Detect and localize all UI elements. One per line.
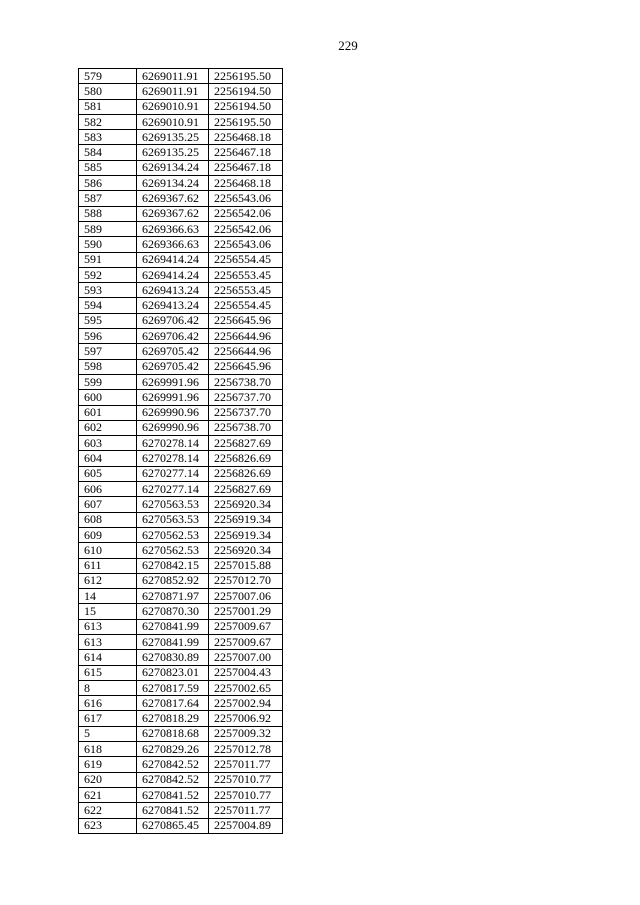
point-number-cell: 597: [79, 344, 137, 359]
y-coordinate-cell: 2256543.06: [209, 191, 283, 206]
point-number-cell: 613: [79, 619, 137, 634]
point-number-cell: 611: [79, 558, 137, 573]
y-coordinate-cell: 2256195.50: [209, 114, 283, 129]
y-coordinate-cell: 2256468.18: [209, 130, 283, 145]
y-coordinate-cell: 2256738.70: [209, 420, 283, 435]
y-coordinate-cell: 2256554.45: [209, 252, 283, 267]
y-coordinate-cell: 2256919.34: [209, 527, 283, 542]
point-number-cell: 586: [79, 176, 137, 191]
table-row: [79, 803, 283, 818]
point-number-cell: 580: [79, 84, 137, 99]
y-coordinate-cell: 2256827.69: [209, 482, 283, 497]
x-coordinate-cell: 6269414.24: [137, 267, 209, 282]
x-coordinate-cell: 6270563.53: [137, 512, 209, 527]
table-row: [79, 711, 283, 726]
table-row: [79, 634, 283, 649]
y-coordinate-cell: 2257006.92: [209, 711, 283, 726]
point-number-cell: 621: [79, 787, 137, 802]
x-coordinate-cell: 6270842.52: [137, 772, 209, 787]
y-coordinate-cell: 2256468.18: [209, 176, 283, 191]
table-row: [79, 818, 283, 833]
point-number-cell: 608: [79, 512, 137, 527]
x-coordinate-cell: 6269991.96: [137, 390, 209, 405]
y-coordinate-cell: 2257009.32: [209, 726, 283, 741]
x-coordinate-cell: 6270562.53: [137, 543, 209, 558]
x-coordinate-cell: 6270818.68: [137, 726, 209, 741]
point-number-cell: 615: [79, 665, 137, 680]
point-number-cell: 14: [79, 589, 137, 604]
point-number-cell: 600: [79, 390, 137, 405]
table-row: [79, 298, 283, 313]
x-coordinate-cell: 6269990.96: [137, 420, 209, 435]
point-number-cell: 607: [79, 497, 137, 512]
x-coordinate-cell: 6270563.53: [137, 497, 209, 512]
point-number-cell: 581: [79, 99, 137, 114]
point-number-cell: 583: [79, 130, 137, 145]
point-number-cell: 602: [79, 420, 137, 435]
y-coordinate-cell: 2256542.06: [209, 221, 283, 236]
y-coordinate-cell: 2256826.69: [209, 466, 283, 481]
point-number-cell: 582: [79, 114, 137, 129]
y-coordinate-cell: 2257009.67: [209, 619, 283, 634]
table-row: [79, 650, 283, 665]
y-coordinate-cell: 2257012.70: [209, 573, 283, 588]
point-number-cell: 609: [79, 527, 137, 542]
point-number-cell: 614: [79, 650, 137, 665]
table-row: [79, 374, 283, 389]
y-coordinate-cell: 2257011.77: [209, 803, 283, 818]
table-row: [79, 604, 283, 619]
point-number-cell: 591: [79, 252, 137, 267]
point-number-cell: 15: [79, 604, 137, 619]
x-coordinate-cell: 6270852.92: [137, 573, 209, 588]
x-coordinate-cell: 6270842.52: [137, 757, 209, 772]
table-row: [79, 191, 283, 206]
y-coordinate-cell: 2257002.94: [209, 696, 283, 711]
x-coordinate-cell: 6270871.97: [137, 589, 209, 604]
point-number-cell: 604: [79, 451, 137, 466]
y-coordinate-cell: 2256554.45: [209, 298, 283, 313]
y-coordinate-cell: 2257002.65: [209, 680, 283, 695]
y-coordinate-cell: 2256467.18: [209, 160, 283, 175]
table-row: [79, 99, 283, 114]
point-number-cell: 593: [79, 283, 137, 298]
table-row: [79, 267, 283, 282]
table-row: [79, 543, 283, 558]
table-row: [79, 787, 283, 802]
y-coordinate-cell: 2257004.89: [209, 818, 283, 833]
point-number-cell: 616: [79, 696, 137, 711]
table-row: [79, 344, 283, 359]
point-number-cell: 610: [79, 543, 137, 558]
point-number-cell: 5: [79, 726, 137, 741]
x-coordinate-cell: 6270841.99: [137, 634, 209, 649]
y-coordinate-cell: 2257004.43: [209, 665, 283, 680]
y-coordinate-cell: 2257007.06: [209, 589, 283, 604]
table-row: [79, 527, 283, 542]
x-coordinate-cell: 6270277.14: [137, 466, 209, 481]
point-number-cell: 8: [79, 680, 137, 695]
table-row: [79, 329, 283, 344]
x-coordinate-cell: 6269991.96: [137, 374, 209, 389]
table-row: [79, 680, 283, 695]
point-number-cell: 592: [79, 267, 137, 282]
point-number-cell: 596: [79, 329, 137, 344]
table-row: [79, 176, 283, 191]
table-row: [79, 420, 283, 435]
y-coordinate-cell: 2256543.06: [209, 237, 283, 252]
x-coordinate-cell: 6269990.96: [137, 405, 209, 420]
y-coordinate-cell: 2257010.77: [209, 787, 283, 802]
table-row: [79, 772, 283, 787]
x-coordinate-cell: 6270865.45: [137, 818, 209, 833]
table-row: [79, 619, 283, 634]
y-coordinate-cell: 2256827.69: [209, 436, 283, 451]
y-coordinate-cell: 2256644.96: [209, 329, 283, 344]
table-row: [79, 482, 283, 497]
x-coordinate-cell: 6269134.24: [137, 176, 209, 191]
point-number-cell: 595: [79, 313, 137, 328]
y-coordinate-cell: 2256467.18: [209, 145, 283, 160]
point-number-cell: 605: [79, 466, 137, 481]
x-coordinate-cell: 6269706.42: [137, 329, 209, 344]
table-row: [79, 390, 283, 405]
table-row: [79, 589, 283, 604]
table-row: [79, 206, 283, 221]
table-row: [79, 69, 283, 84]
x-coordinate-cell: 6269414.24: [137, 252, 209, 267]
y-coordinate-cell: 2257009.67: [209, 634, 283, 649]
table-row: [79, 145, 283, 160]
table-row: [79, 436, 283, 451]
point-number-cell: 587: [79, 191, 137, 206]
x-coordinate-cell: 6270841.52: [137, 803, 209, 818]
x-coordinate-cell: 6270278.14: [137, 436, 209, 451]
y-coordinate-cell: 2256737.70: [209, 390, 283, 405]
y-coordinate-cell: 2256644.96: [209, 344, 283, 359]
x-coordinate-cell: 6269413.24: [137, 298, 209, 313]
point-number-cell: 585: [79, 160, 137, 175]
table-row: [79, 757, 283, 772]
point-number-cell: 584: [79, 145, 137, 160]
table-row: [79, 221, 283, 236]
table-row: [79, 283, 283, 298]
point-number-cell: 612: [79, 573, 137, 588]
point-number-cell: 594: [79, 298, 137, 313]
table-row: [79, 237, 283, 252]
y-coordinate-cell: 2256920.34: [209, 497, 283, 512]
x-coordinate-cell: 6269135.25: [137, 145, 209, 160]
point-number-cell: 599: [79, 374, 137, 389]
y-coordinate-cell: 2256194.50: [209, 84, 283, 99]
point-number-cell: 579: [79, 69, 137, 84]
x-coordinate-cell: 6269413.24: [137, 283, 209, 298]
x-coordinate-cell: 6269011.91: [137, 84, 209, 99]
point-number-cell: 619: [79, 757, 137, 772]
x-coordinate-cell: 6269134.24: [137, 160, 209, 175]
y-coordinate-cell: 2257015.88: [209, 558, 283, 573]
x-coordinate-cell: 6269705.42: [137, 359, 209, 374]
point-number-cell: 589: [79, 221, 137, 236]
x-coordinate-cell: 6269705.42: [137, 344, 209, 359]
x-coordinate-cell: 6270830.89: [137, 650, 209, 665]
x-coordinate-cell: 6269366.63: [137, 221, 209, 236]
x-coordinate-cell: 6270870.30: [137, 604, 209, 619]
y-coordinate-cell: 2257011.77: [209, 757, 283, 772]
x-coordinate-cell: 6270277.14: [137, 482, 209, 497]
page-number: 229: [338, 38, 358, 53]
point-number-cell: 620: [79, 772, 137, 787]
table-row: [79, 726, 283, 741]
x-coordinate-cell: 6270817.64: [137, 696, 209, 711]
point-number-cell: 590: [79, 237, 137, 252]
table-row: [79, 114, 283, 129]
point-number-cell: 617: [79, 711, 137, 726]
x-coordinate-cell: 6270817.59: [137, 680, 209, 695]
coordinates-table: [78, 68, 283, 834]
table-row: [79, 696, 283, 711]
table-row: [79, 405, 283, 420]
point-number-cell: 623: [79, 818, 137, 833]
point-number-cell: 622: [79, 803, 137, 818]
y-coordinate-cell: 2256553.45: [209, 283, 283, 298]
y-coordinate-cell: 2256919.34: [209, 512, 283, 527]
point-number-cell: 618: [79, 742, 137, 757]
point-number-cell: 603: [79, 436, 137, 451]
x-coordinate-cell: 6269010.91: [137, 99, 209, 114]
y-coordinate-cell: 2257010.77: [209, 772, 283, 787]
y-coordinate-cell: 2256738.70: [209, 374, 283, 389]
x-coordinate-cell: 6269366.63: [137, 237, 209, 252]
x-coordinate-cell: 6270823.01: [137, 665, 209, 680]
y-coordinate-cell: 2257007.00: [209, 650, 283, 665]
y-coordinate-cell: 2256826.69: [209, 451, 283, 466]
table-row: [79, 160, 283, 175]
y-coordinate-cell: 2256645.96: [209, 359, 283, 374]
y-coordinate-cell: 2256195.50: [209, 69, 283, 84]
y-coordinate-cell: 2257012.78: [209, 742, 283, 757]
table-row: [79, 512, 283, 527]
x-coordinate-cell: 6270278.14: [137, 451, 209, 466]
point-number-cell: 598: [79, 359, 137, 374]
x-coordinate-cell: 6269367.62: [137, 206, 209, 221]
point-number-cell: 606: [79, 482, 137, 497]
table-row: [79, 665, 283, 680]
x-coordinate-cell: 6269010.91: [137, 114, 209, 129]
y-coordinate-cell: 2256920.34: [209, 543, 283, 558]
x-coordinate-cell: 6270842.15: [137, 558, 209, 573]
table-row: [79, 84, 283, 99]
x-coordinate-cell: 6269011.91: [137, 69, 209, 84]
y-coordinate-cell: 2256553.45: [209, 267, 283, 282]
table-row: [79, 313, 283, 328]
table-row: [79, 130, 283, 145]
y-coordinate-cell: 2257001.29: [209, 604, 283, 619]
table-row: [79, 466, 283, 481]
x-coordinate-cell: 6269706.42: [137, 313, 209, 328]
x-coordinate-cell: 6270841.99: [137, 619, 209, 634]
x-coordinate-cell: 6270841.52: [137, 787, 209, 802]
table-row: [79, 451, 283, 466]
y-coordinate-cell: 2256194.50: [209, 99, 283, 114]
table-row: [79, 558, 283, 573]
x-coordinate-cell: 6269135.25: [137, 130, 209, 145]
table-row: [79, 252, 283, 267]
y-coordinate-cell: 2256645.96: [209, 313, 283, 328]
y-coordinate-cell: 2256542.06: [209, 206, 283, 221]
point-number-cell: 613: [79, 634, 137, 649]
coordinates-table-body: [79, 69, 283, 834]
point-number-cell: 588: [79, 206, 137, 221]
x-coordinate-cell: 6270818.29: [137, 711, 209, 726]
y-coordinate-cell: 2256737.70: [209, 405, 283, 420]
point-number-cell: 601: [79, 405, 137, 420]
x-coordinate-cell: 6269367.62: [137, 191, 209, 206]
table-row: [79, 742, 283, 757]
table-row: [79, 497, 283, 512]
x-coordinate-cell: 6270562.53: [137, 527, 209, 542]
table-row: [79, 573, 283, 588]
table-row: [79, 359, 283, 374]
x-coordinate-cell: 6270829.26: [137, 742, 209, 757]
